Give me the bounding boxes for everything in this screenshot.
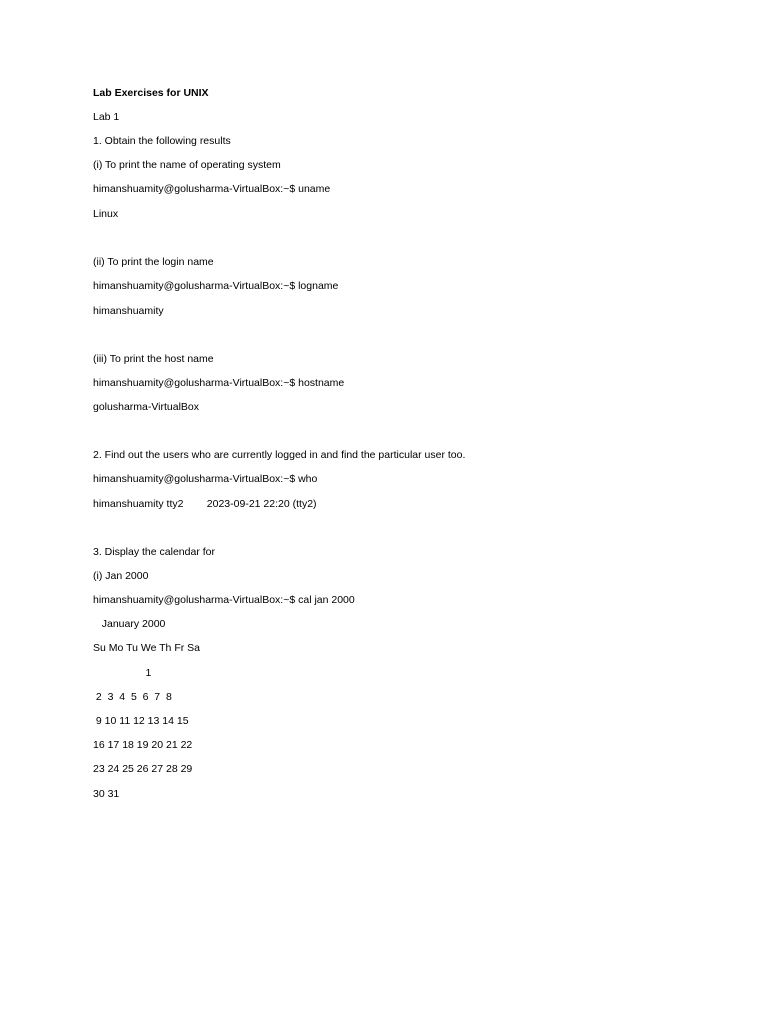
- q2-output: himanshuamity tty2 2023-09-21 22:20 (tty2): [93, 498, 317, 510]
- q3-i-label: (i) Jan 2000: [93, 570, 149, 582]
- lab-number: Lab 1: [93, 111, 120, 123]
- question-1-heading: 1. Obtain the following results: [93, 135, 231, 147]
- calendar-week-row: 16 17 18 19 20 21 22: [93, 739, 193, 751]
- q1-iii-output: golusharma-VirtualBox: [93, 401, 200, 413]
- calendar-week-row: 2 3 4 5 6 7 8: [93, 691, 172, 703]
- q1-i-output: Linux: [93, 208, 119, 220]
- q1-i-command: himanshuamity@golusharma-VirtualBox:~$ uname: [93, 183, 331, 195]
- q1-iii-command: himanshuamity@golusharma-VirtualBox:~$ hostname: [93, 377, 345, 389]
- calendar-week-row: 1: [93, 667, 152, 679]
- question-3-heading: 3. Display the calendar for: [93, 546, 215, 558]
- calendar-month-title: January 2000: [93, 618, 166, 630]
- q1-ii-output: himanshuamity: [93, 305, 164, 317]
- q1-i-label: (i) To print the name of operating system: [93, 159, 281, 171]
- q1-iii-label: (iii) To print the host name: [93, 353, 214, 365]
- question-2-heading: 2. Find out the users who are currently logged in and find the particular user too.: [93, 449, 466, 461]
- document-title: Lab Exercises for UNIX: [93, 87, 209, 99]
- calendar-week-row: 23 24 25 26 27 28 29: [93, 763, 193, 775]
- q1-ii-command: himanshuamity@golusharma-VirtualBox:~$ logname: [93, 280, 339, 292]
- q3-i-command: himanshuamity@golusharma-VirtualBox:~$ cal jan 2000: [93, 594, 355, 606]
- calendar-week-row: 30 31: [93, 788, 120, 800]
- q1-ii-label: (ii) To print the login name: [93, 256, 214, 268]
- calendar-weekday-header: Su Mo Tu We Th Fr Sa: [93, 642, 200, 654]
- q2-command: himanshuamity@golusharma-VirtualBox:~$ who: [93, 473, 318, 485]
- calendar-week-row: 9 10 11 12 13 14 15: [93, 715, 189, 727]
